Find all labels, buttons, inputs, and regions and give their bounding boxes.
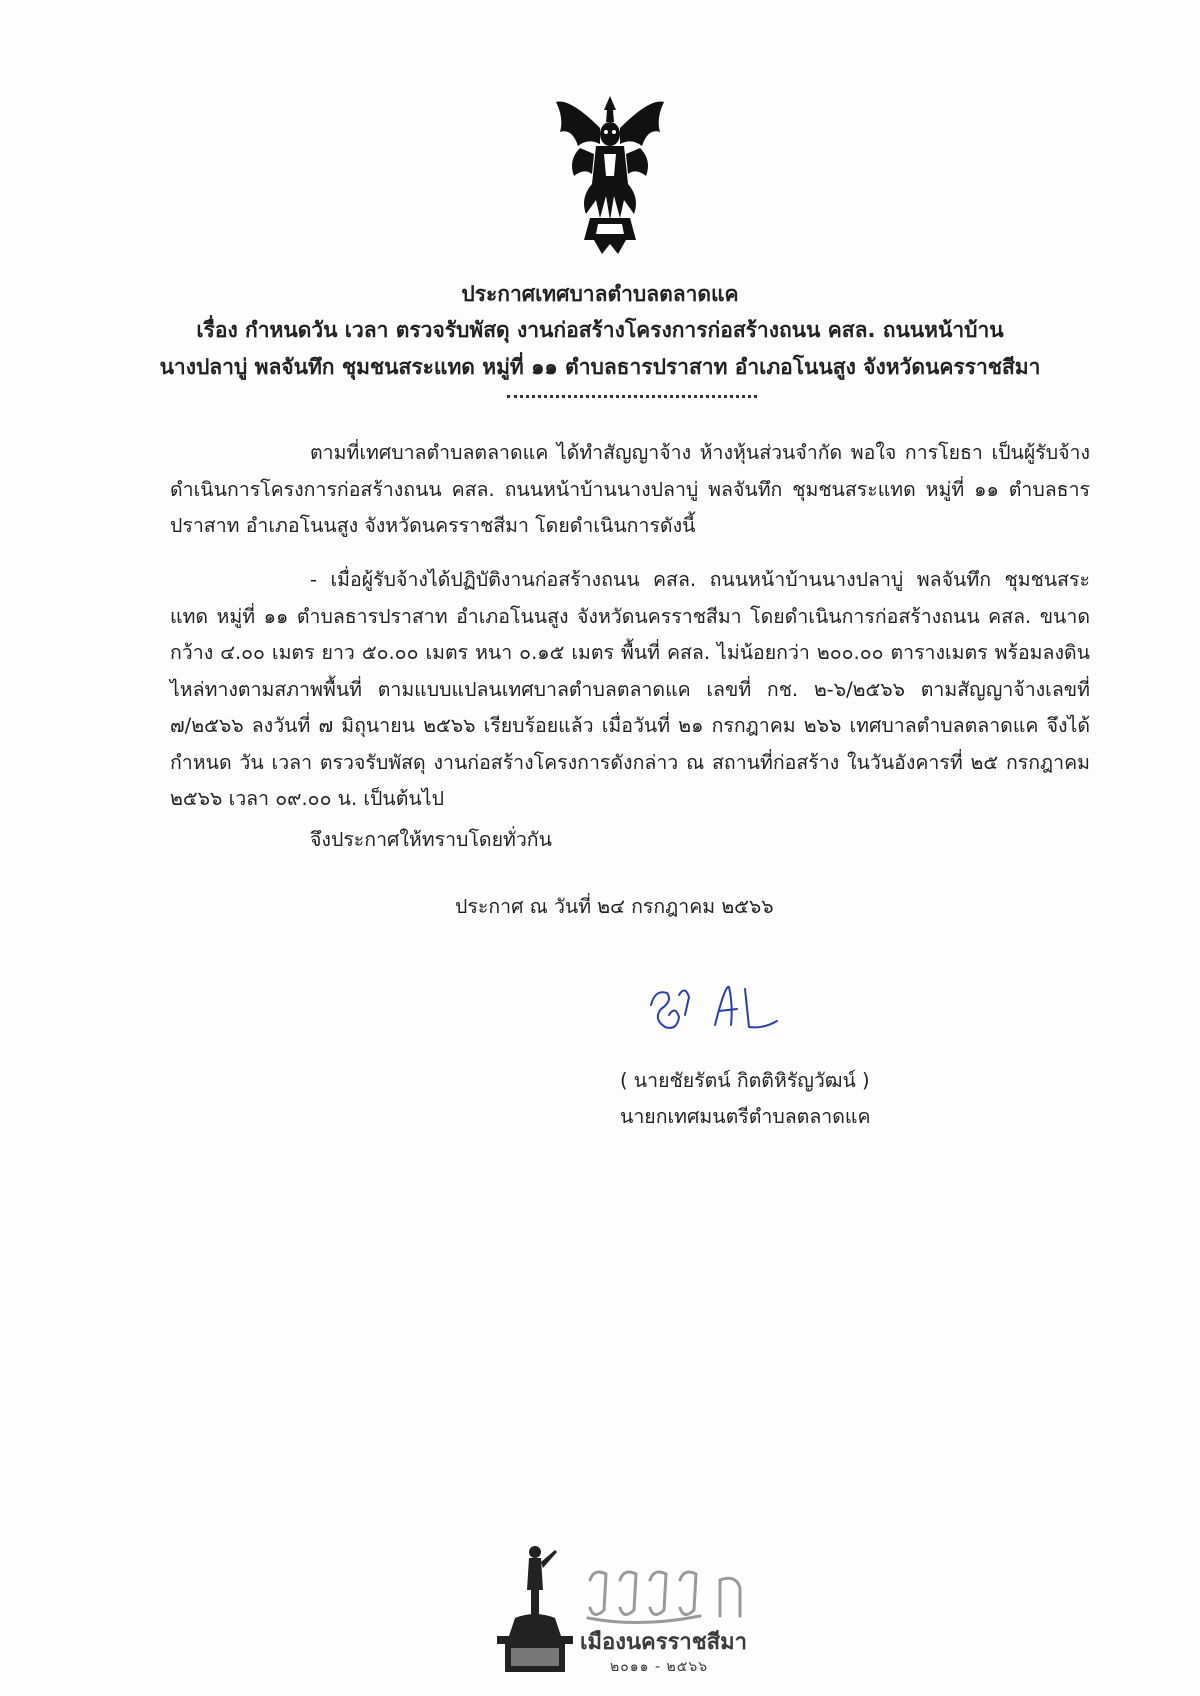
anniversary-script-icon [580, 1560, 770, 1630]
body-paragraph-1 [170, 435, 1090, 545]
signer-name: ( นายชัยรัตน์ กิตติหิรัญวัฒน์ ) [620, 1069, 870, 1092]
body-paragraph-3 [310, 822, 1010, 859]
subject-line-1: เรื่อง กำหนดวัน เวลา ตรวจรับพัสดุ งานก่อสร้างโครงการก่อสร้างถนน คสล. ถนนหน้าบ้าน [196, 318, 1004, 342]
monument-statue-icon [495, 1540, 575, 1680]
announcement-title: ประกาศเทศบาลตำบลตลาดแค [461, 282, 739, 306]
paragraph-text: - เมื่อผู้รับจ้างได้ปฏิบัติงานก่อสร้างถนน คสล. ถนนหน้าบ้านนางปลาบู่ พลจันทึก ชุมชนสระแทด หมู่ที่ ๑๑ ตำบลธารปราสาท อำเภอโนนสูง จังหวัดนครราชสีมา โดยดำเนินการก่อสร้างถนน คสล. ขนาดกว้าง ๔.๐๐ เมตร ยาว ๕๐.๐๐ เมตร หนา ๐.๑๕ เมตร พื้นที่ คสล. ไม่น้อยกว่า ๒๐๐.๐๐ ตารางเมตร พร้อมลงดินไหล่ทางตามสภาพพื้นที่ ตามแบบแปลนเทศบาลตำบลตลาดแค เลขที่ กช. ๒-๖/๒๕๖๖ ตามสัญญาจ้างเลขที่ ๗/๒๕๖๖ ลงวันที่ ๗ มิถุนายน ๒๕๖๖ เรียบร้อยแล้ว เมื่อวันที่ ๒๑ กรกฎาคม ๒๖๖ เทศบาลตำบลตลาดแค จึงได้กำหนด วัน เวลา ตรวจรับพัสดุ งานก่อสร้างโครงการดังกล่าว ณ สถานที่ก่อสร้าง ในวันอังคารที่ ๒๕ กรกฎาคม ๒๕๖๖ เวลา ๐๙.๐๐ น. เป็นต้นไป [170, 568, 1090, 810]
paragraph-text: ตามที่เทศบาลตำบลตลาดแค ได้ทำสัญญาจ้าง ห้างหุ้นส่วนจำกัด พอใจ การโยธา เป็นผู้รับจ้างดำเนินการโครงการก่อสร้างถนน คสล. ถนนหน้าบ้านนางปลาบู่ พลจันทึก ชุมชนสระแทด หมู่ที่ ๑๑ ตำบลธารปราสาท อำเภอโนนสูง จังหวัดนครราชสีมา โดยดำเนินการดังนี้ [170, 441, 1090, 537]
body-paragraph-2 [170, 562, 1090, 818]
signer-block [620, 1063, 871, 1135]
signer-position: นายกเทศมนตรีตำบลตลาดแค [620, 1105, 871, 1128]
city-anniversary-logo [495, 1540, 785, 1680]
subject-line-2: นางปลาบู่ พลจันทึก ชุมชนสระแทด หมู่ที่ ๑๑ ตำบลธารปราสาท อำเภอโนนสูง จังหวัดนครราชสีมา [159, 355, 1041, 379]
paragraph-text: จึงประกาศให้ทราบโดยทั่วกัน [310, 828, 552, 851]
announce-date: ประกาศ ณ วันที่ ๒๔ กรกฎาคม ๒๕๖๖ [455, 895, 774, 918]
dotted-divider [507, 395, 757, 398]
city-name-text: เมืองนครราชสีมา [580, 1630, 747, 1655]
anniversary-years: ๒๐๑๑ - ๒๕๖๖ [610, 1659, 709, 1675]
garuda-emblem-icon [550, 88, 670, 258]
signature-icon [645, 975, 785, 1045]
